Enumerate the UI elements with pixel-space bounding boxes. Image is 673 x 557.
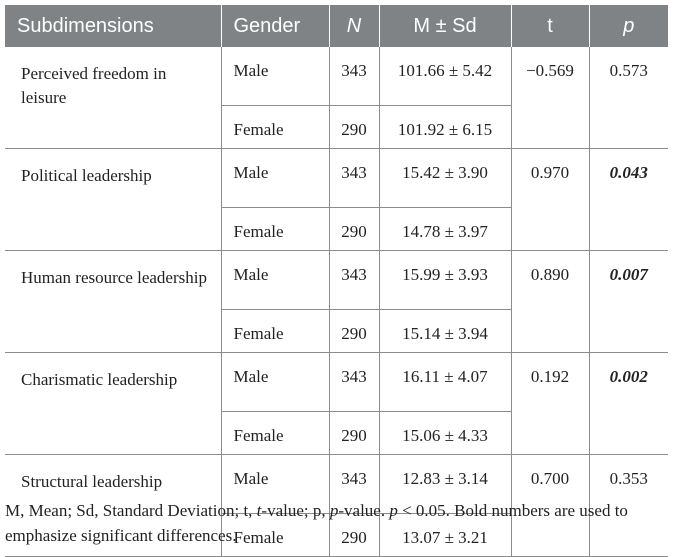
t-cell: 0.890 bbox=[511, 251, 589, 353]
mean-sd-cell: 15.99 ± 3.93 bbox=[379, 251, 511, 310]
n-cell: 343 bbox=[329, 47, 379, 106]
n-cell: 343 bbox=[329, 149, 379, 208]
p-cell: 0.353 bbox=[589, 455, 668, 557]
mean-sd-cell: 14.78 ± 3.97 bbox=[379, 208, 511, 251]
gender-cell: Female bbox=[221, 208, 329, 251]
gender-cell: Male bbox=[221, 47, 329, 106]
n-cell: 290 bbox=[329, 310, 379, 353]
header-t: t bbox=[511, 5, 589, 47]
table-footnote: M, Mean; Sd, Standard Deviation; t, t-value; p, p-value. p < 0.05. Bold numbers are used to emphasize significant differences. bbox=[5, 501, 628, 545]
subdimension-cell: Charismatic leadership bbox=[5, 353, 221, 455]
t-cell: 0.970 bbox=[511, 149, 589, 251]
n-cell: 343 bbox=[329, 251, 379, 310]
mean-sd-cell: 13.07 ± 3.21 bbox=[379, 514, 511, 557]
gender-cell: Male bbox=[221, 149, 329, 208]
gender-cell: Male bbox=[221, 455, 329, 514]
t-cell: −0.569 bbox=[511, 47, 589, 149]
header-mean-sd: M ± Sd bbox=[379, 5, 511, 47]
n-cell: 290 bbox=[329, 412, 379, 455]
mean-sd-cell: 15.42 ± 3.90 bbox=[379, 149, 511, 208]
n-cell: 290 bbox=[329, 106, 379, 149]
mean-sd-cell: 16.11 ± 4.07 bbox=[379, 353, 511, 412]
table-row bbox=[5, 251, 668, 310]
gender-cell: Female bbox=[221, 310, 329, 353]
p-cell-significant: 0.007 bbox=[589, 251, 668, 353]
gender-cell: Female bbox=[221, 106, 329, 149]
table-row bbox=[5, 149, 668, 208]
gender-cell: Female bbox=[221, 514, 329, 557]
n-cell: 343 bbox=[329, 353, 379, 412]
p-cell: 0.573 bbox=[589, 47, 668, 149]
header-gender: Gender bbox=[221, 5, 329, 47]
n-cell: 290 bbox=[329, 514, 379, 557]
t-cell: 0.700 bbox=[511, 455, 589, 557]
mean-sd-cell: 15.14 ± 3.94 bbox=[379, 310, 511, 353]
gender-cell: Male bbox=[221, 353, 329, 412]
p-cell-significant: 0.043 bbox=[589, 149, 668, 251]
table-row bbox=[5, 47, 668, 106]
p-cell-significant: 0.002 bbox=[589, 353, 668, 455]
subdimension-cell: Perceived freedom in leisure bbox=[5, 47, 221, 149]
header-n: N bbox=[329, 5, 379, 47]
gender-cell: Male bbox=[221, 251, 329, 310]
subdimension-cell: Political leadership bbox=[5, 149, 221, 251]
header-row bbox=[5, 5, 668, 47]
subdimension-cell: Human resource leadership bbox=[5, 251, 221, 353]
mean-sd-cell: 15.06 ± 4.33 bbox=[379, 412, 511, 455]
results-table bbox=[5, 5, 668, 557]
n-cell: 290 bbox=[329, 208, 379, 251]
gender-cell: Female bbox=[221, 412, 329, 455]
mean-sd-cell: 101.66 ± 5.42 bbox=[379, 47, 511, 106]
header-subdimensions: Subdimensions bbox=[5, 5, 221, 47]
table-row bbox=[5, 353, 668, 412]
subdimension-cell: Structural leadership bbox=[5, 455, 221, 557]
header-p: p bbox=[589, 5, 668, 47]
n-cell: 343 bbox=[329, 455, 379, 514]
mean-sd-cell: 12.83 ± 3.14 bbox=[379, 455, 511, 514]
t-cell: 0.192 bbox=[511, 353, 589, 455]
mean-sd-cell: 101.92 ± 6.15 bbox=[379, 106, 511, 149]
